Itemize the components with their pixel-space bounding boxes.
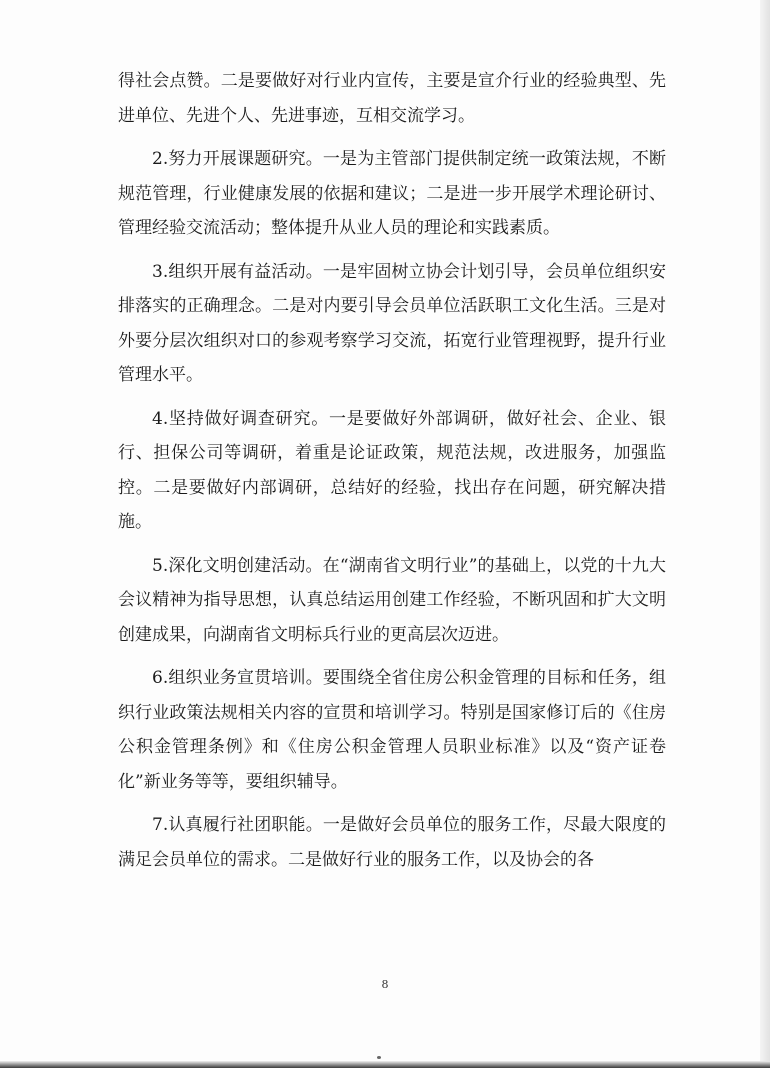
paragraph-2-research: 2.努力开展课题研究。一是为主管部门提供制定统一政策法规，不断规范管理，行业健康发展的依据和建议；二是进一步开展学术理论研讨、管理经验交流活动；整体提升从业人员的理论和实践素质。 bbox=[118, 149, 666, 238]
page-number: 8 bbox=[381, 978, 389, 991]
scan-speck bbox=[377, 1056, 381, 1059]
paragraph-5-civilization: 5.深化文明创建活动。在“湖南省文明行业”的基础上，以党的十九大会议精神为指导思想，认真总结运用创建工作经验，不断巩固和扩大文明创建成果，向湖南省文明标兵行业的更高层次迈进。 bbox=[118, 555, 666, 645]
paragraph-4-survey: 4.坚持做好调查研究。一是要做好外部调研，做好社会、企业、银行、担保公司等调研，着重是论证政策，规范法规，改进服务，加强监控。二是要做好内部调研，总结好的经验，找出存在问题，研究解决措施。 bbox=[118, 408, 666, 532]
paragraph-3-activities: 3.组织开展有益活动。一是牢固树立协会计划引导，会员单位组织安排落实的正确理念。二是对内要引导会员单位活跃职工文化生活。三是对外要分层次组织对口的参观考察学习交流，拓宽行业管理视野，提升行业管理水平。 bbox=[118, 261, 666, 385]
paragraph-7-duties: 7.认真履行社团职能。一是做好会员单位的服务工作，尽最大限度的满足会员单位的需求。二是做好行业的服务工作，以及协会的各 bbox=[118, 815, 666, 870]
paragraph-6-training: 6.组织业务宣贯培训。要围绕全省住房公积金管理的目标和任务，组织行业政策法规相关内容的宣贯和培训学习。特别是国家修订后的《住房公积金管理条例》和《住房公积金管理人员职业标准》以及“资产证卷化”新业务等等，要组织辅导。 bbox=[118, 668, 666, 792]
paragraph-continuation: 得社会点赞。二是要做好对行业内宣传，主要是宣介行业的经验典型、先进单位、先进个人、先进事迹，互相交流学习。 bbox=[118, 71, 666, 126]
scan-right-edge bbox=[760, 0, 770, 1068]
scan-bottom-edge bbox=[0, 1061, 770, 1068]
body-text bbox=[118, 64, 666, 886]
